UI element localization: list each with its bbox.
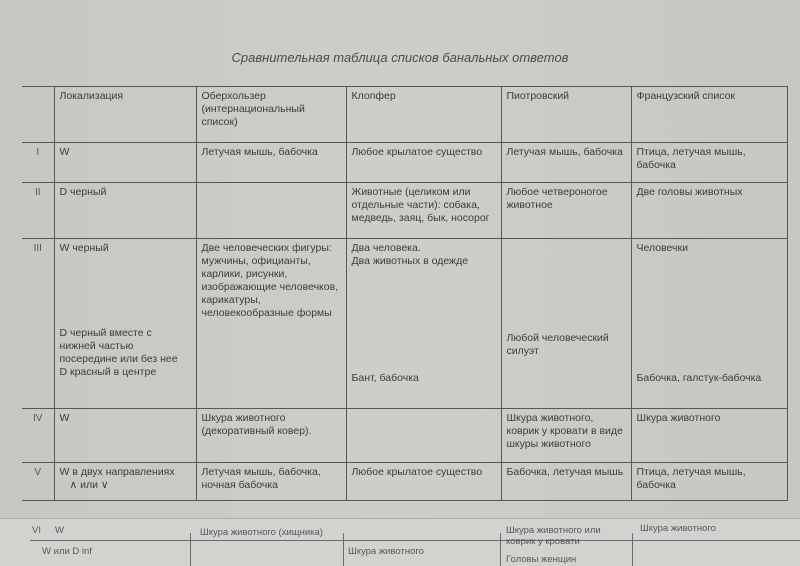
- cell-oberholzer: [196, 183, 346, 239]
- header-piotrovsky: Пиотровский: [501, 87, 631, 143]
- cell-piotrovsky: [501, 239, 631, 409]
- comparison-table: [22, 86, 788, 501]
- loc-line: D красный в центре: [59, 366, 157, 378]
- cell-klopfer: Любое крылатое существо: [346, 463, 501, 501]
- cell-localization: [54, 463, 196, 501]
- divider: [500, 533, 501, 566]
- cell-french: Две головы животных: [631, 183, 787, 239]
- fr-line: Человечки: [636, 242, 688, 254]
- row-number: I: [22, 143, 54, 183]
- header-localization: Локализация: [54, 87, 196, 143]
- cell-french: Шкура животного: [631, 409, 787, 463]
- table-row: [22, 143, 787, 183]
- cell-localization: D черный: [54, 183, 196, 239]
- table-row: [22, 463, 787, 501]
- loc-line: W черный: [59, 242, 109, 254]
- np-row-number: VI: [32, 525, 41, 536]
- cell-piotrovsky: Бабочка, летучая мышь: [501, 463, 631, 501]
- np-piotrovsky: Шкура животного или коврик у кровати: [506, 525, 601, 547]
- cell-french: Птица, летучая мышь, бабочка: [631, 143, 787, 183]
- divider: [632, 533, 633, 566]
- klop-line: Бант, бабочка: [351, 372, 419, 384]
- cell-french: Птица, летучая мышь, бабочка: [631, 463, 787, 501]
- cell-piotrovsky: Любое четвероногое животное: [501, 183, 631, 239]
- cell-klopfer: [346, 409, 501, 463]
- cell-piotrovsky: Летучая мышь, бабочка: [501, 143, 631, 183]
- header-num-cell: [22, 87, 54, 143]
- cell-klopfer: Любое крылатое существо: [346, 143, 501, 183]
- piot-line: Любой человеческий силуэт: [506, 332, 609, 357]
- row-number: II: [22, 183, 54, 239]
- table-header-row: [22, 87, 787, 143]
- divider: [190, 533, 191, 566]
- next-page-fragment: [0, 518, 800, 566]
- np-klopfer: Шкура животного: [348, 546, 424, 557]
- np-french: Головы женщин: [506, 554, 577, 565]
- table-row: [22, 183, 787, 239]
- cell-klopfer: Животные (целиком или отдельные части): собака, медведь, заяц, бык, носорог: [346, 183, 501, 239]
- cell-oberholzer: Две человеческих фигуры: мужчины, официанты, карлики, рисунки, изображающие человечков, карикатуры, человекообразные формы: [196, 239, 346, 409]
- np-loc: W или D inf: [42, 546, 92, 557]
- cell-localization: W: [54, 143, 196, 183]
- cell-piotrovsky: Шкура животного, коврик у кровати в виде шкуры животного: [501, 409, 631, 463]
- divider: [30, 540, 800, 541]
- cell-oberholzer: Летучая мышь, бабочка: [196, 143, 346, 183]
- klop-line: Два животных в одежде: [351, 255, 469, 267]
- cell-localization: [54, 239, 196, 409]
- cell-localization: W: [54, 409, 196, 463]
- cell-oberholzer: Летучая мышь, бабочка, ночная бабочка: [196, 463, 346, 501]
- row-number: IV: [22, 409, 54, 463]
- table-title: Сравнительная таблица списков банальных ответов: [231, 50, 569, 65]
- header-klopfer: Клопфер: [346, 87, 501, 143]
- loc-line: W в двух направлениях: [59, 466, 175, 478]
- fr-line: Бабочка, галстук-бабочка: [636, 372, 762, 384]
- np-loc: W: [55, 525, 64, 536]
- cell-french: [631, 239, 787, 409]
- klop-line: Два человека.: [351, 242, 421, 254]
- np-oberholzer: Шкура животного (хищника): [200, 527, 323, 538]
- row-number: V: [22, 463, 54, 501]
- header-french: Французский список: [631, 87, 787, 143]
- loc-line: ∧ или ∨: [69, 479, 109, 491]
- row-number: III: [22, 239, 54, 409]
- header-oberholzer: Оберхользер (интернациональный список): [196, 87, 346, 143]
- np-french: Шкура животного: [640, 523, 716, 534]
- loc-line: D черный вместе с нижней частью посередине или без нее: [59, 327, 178, 365]
- divider: [343, 533, 344, 566]
- cell-klopfer: [346, 239, 501, 409]
- table-row: [22, 409, 787, 463]
- table-row: [22, 239, 787, 409]
- cell-oberholzer: Шкура животного (декоративный ковер).: [196, 409, 346, 463]
